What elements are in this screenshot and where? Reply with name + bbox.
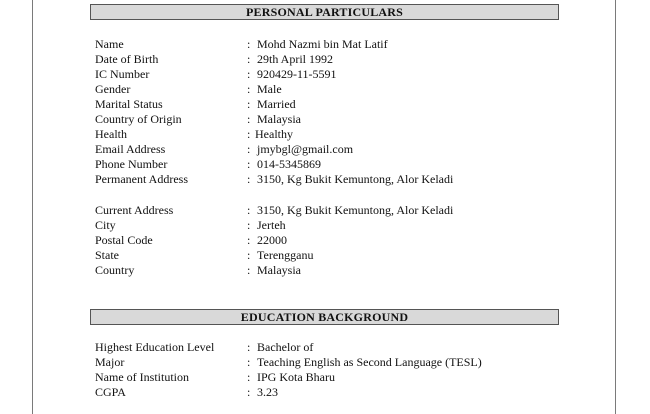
field-colon: :: [247, 370, 251, 384]
field-value: 3.23: [257, 385, 278, 399]
field-label: CGPA: [95, 385, 126, 399]
field-colon: :: [247, 127, 251, 141]
field-colon: :: [247, 203, 251, 217]
field-value: IPG Kota Bharu: [257, 370, 335, 384]
field-label: Major: [95, 355, 125, 369]
field-value: Healthy: [255, 127, 293, 141]
field-label: Gender: [95, 82, 131, 96]
field-label: Permanent Address: [95, 172, 188, 186]
field-value: Terengganu: [257, 248, 314, 262]
field-value: 3150, Kg Bukit Kemuntong, Alor Keladi: [257, 172, 454, 186]
field-value: Married: [257, 97, 296, 111]
field-colon: :: [247, 218, 251, 232]
field-value: 22000: [257, 233, 287, 247]
field-colon: :: [247, 52, 251, 66]
field-value: 014-5345869: [257, 157, 321, 171]
field-colon: :: [247, 112, 251, 126]
field-colon: :: [247, 233, 251, 247]
field-value: jmybgl@gmail.com: [257, 142, 354, 156]
field-colon: :: [247, 97, 251, 111]
field-label: Name: [95, 37, 124, 51]
field-colon: :: [247, 172, 251, 186]
field-value: Mohd Nazmi bin Mat Latif: [257, 37, 388, 51]
field-label: Country of Origin: [95, 112, 182, 126]
field-colon: :: [247, 37, 251, 51]
field-label: Marital Status: [95, 97, 163, 111]
field-value: 29th April 1992: [257, 52, 334, 66]
education-background-header: EDUCATION BACKGROUND: [90, 309, 559, 325]
field-label: Health: [95, 127, 127, 141]
field-colon: :: [247, 67, 251, 81]
field-value: Malaysia: [257, 263, 301, 277]
field-label: Postal Code: [95, 233, 153, 247]
field-value: Teaching English as Second Language (TESL): [257, 355, 482, 369]
personal-particulars-header: PERSONAL PARTICULARS: [90, 4, 559, 20]
field-label: Phone Number: [95, 157, 168, 171]
field-value: Malaysia: [257, 112, 301, 126]
field-label: State: [95, 248, 119, 262]
field-value: 3150, Kg Bukit Kemuntong, Alor Keladi: [257, 203, 454, 217]
field-colon: :: [247, 142, 251, 156]
field-colon: :: [247, 263, 251, 277]
field-colon: :: [247, 248, 251, 262]
field-colon: :: [247, 355, 251, 369]
field-label: Name of Institution: [95, 370, 189, 384]
field-value: Bachelor of: [257, 340, 314, 354]
field-label: Highest Education Level: [95, 340, 215, 354]
field-label: Current Address: [95, 203, 174, 217]
field-colon: :: [247, 157, 251, 171]
field-label: Country: [95, 263, 135, 277]
field-label: Email Address: [95, 142, 166, 156]
field-value: 920429-11-5591: [257, 67, 337, 81]
field-colon: :: [247, 340, 251, 354]
field-colon: :: [247, 385, 251, 399]
field-label: City: [95, 218, 116, 232]
field-label: IC Number: [95, 67, 150, 81]
field-label: Date of Birth: [95, 52, 159, 66]
field-value: Male: [257, 82, 282, 96]
field-value: Jerteh: [257, 218, 286, 232]
field-colon: :: [247, 82, 251, 96]
